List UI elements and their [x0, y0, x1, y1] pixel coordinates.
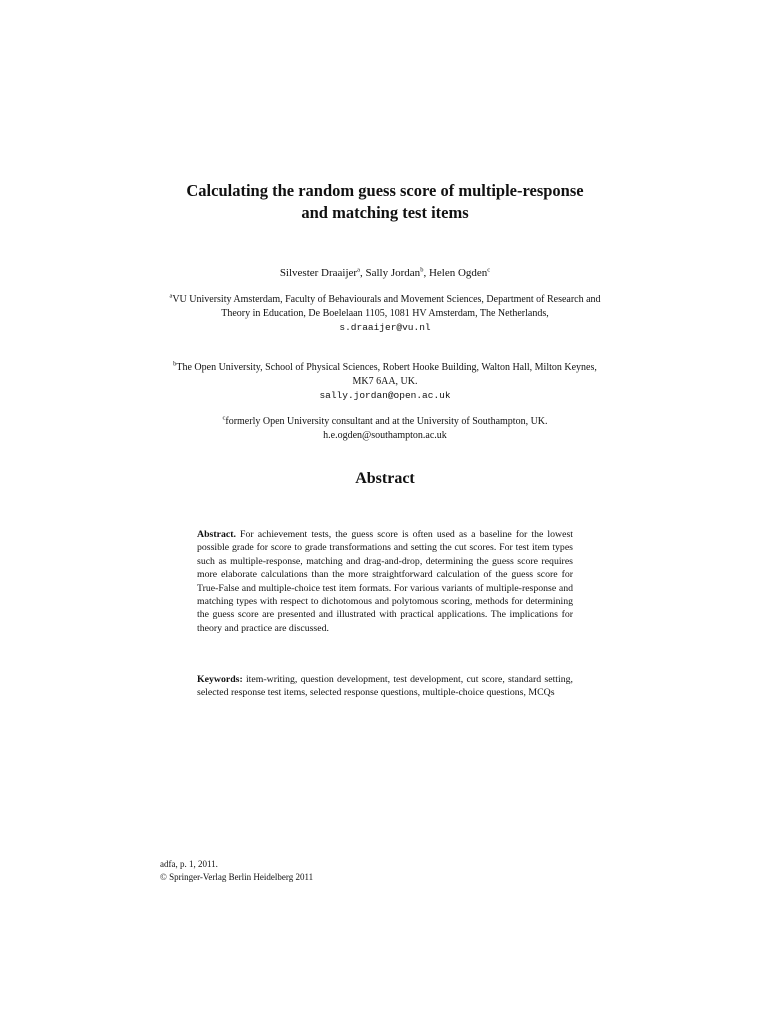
- affiliation-text: The Open University, School of Physical Sciences, Robert Hooke Building, Walton Hall, Milton Keynes, MK7 6AA, UK.: [176, 362, 597, 387]
- author-list: [120, 266, 650, 280]
- keywords-label: Keywords:: [197, 674, 243, 685]
- keywords-paragraph: [197, 673, 573, 700]
- paper-title: [120, 180, 650, 224]
- affiliation-c: [165, 415, 605, 443]
- affiliation-text: formerly Open University consultant and at the University of Southampton, UK.: [225, 416, 548, 427]
- title-line-1: Calculating the random guess score of multiple-response: [186, 181, 584, 200]
- affiliation-email[interactable]: s.draaijer@vu.nl: [339, 322, 431, 333]
- abstract-label: Abstract.: [197, 529, 236, 540]
- abstract-text: For achievement tests, the guess score is often used as a baseline for the lowest possible grade for score to grade transformations and setting the cut scores. For test item types such as multiple-response, matching and drag-and-drop, determining the guess score requires more elaborate calculations than the more straightforward calculation of the guess score for True-False and multiple-choice test item formats. For various variants of multiple-response and matching types with respect to dichotomous and polytomous scoring, methods for determining the guess score are presented and illustrated with practical applications. The implications for theory and practice are discussed.: [197, 529, 574, 634]
- abstract-paragraph: [197, 528, 573, 635]
- affiliation-mark: b: [173, 360, 177, 368]
- affiliation-b: [165, 361, 605, 403]
- affiliation-a: [165, 293, 605, 335]
- author-separator: ,: [359, 267, 366, 279]
- affiliation-text: VU University Amsterdam, Faculty of Behaviourals and Movement Sciences, Department of Research and Theory in Education, De Boelelaan 1105, 1081 HV Amsterdam, The Netherlands,: [172, 294, 601, 319]
- author-mark: b: [420, 266, 424, 274]
- author-name: Silvester Draaijer: [279, 267, 358, 279]
- footer-line-2: © Springer-Verlag Berlin Heidelberg 2011: [160, 871, 314, 882]
- affiliation-email[interactable]: h.e.ogden@southampton.ac.uk: [323, 430, 447, 441]
- abstract-heading: Abstract: [355, 470, 415, 487]
- affiliation-email[interactable]: sally.jordan@open.ac.uk: [319, 390, 451, 401]
- author-name: Helen Ogden: [428, 267, 488, 279]
- footer-line-1: adfa, p. 1, 2011.: [160, 859, 218, 869]
- affiliation-mark: a: [169, 292, 173, 300]
- author-separator: ,: [423, 267, 429, 279]
- author-name: Sally Jordan: [365, 267, 421, 279]
- page-footer: [160, 858, 460, 883]
- author-mark: c: [487, 266, 491, 274]
- keywords-text: item-writing, question development, test development, cut score, standard setting, selected response test items, selected response questions, multiple-choice questions, MCQs: [197, 674, 573, 699]
- title-line-2: and matching test items: [301, 203, 469, 222]
- affiliation-mark: c: [222, 414, 226, 422]
- author-mark: a: [357, 266, 360, 274]
